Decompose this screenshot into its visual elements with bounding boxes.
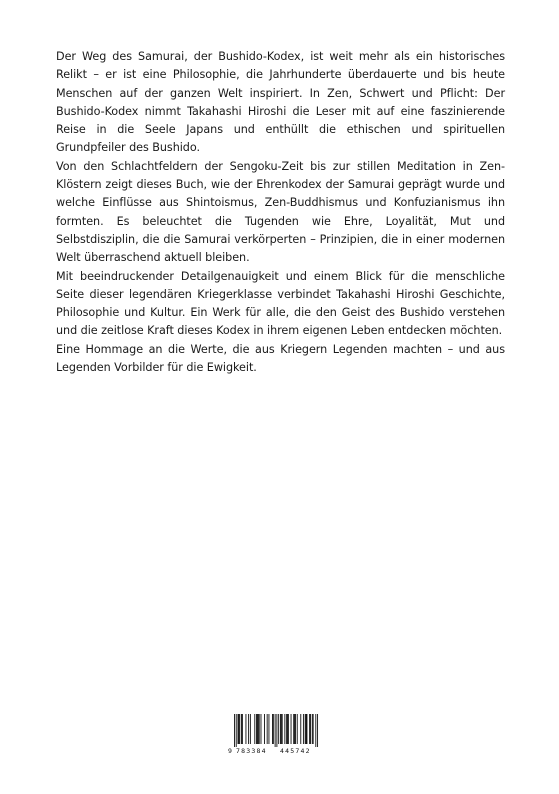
barcode-bar xyxy=(291,714,292,744)
blurb-paragraph-2: Von den Schlachtfeldern der Sengoku-Zeit bis zur stillen Meditation in Zen-Klöstern zeigt dieses Buch, wie der Ehrenkodex der Samurai geprägt wurde und welche Einflüsse aus Shintoismus, Zen-Buddhismus und Konfuzianismus ihn formten. Es beleuchtet die Tugenden wie Ehre, Loyalität, Mut und Selbstdisziplin, die die Samurai verkörperten – Prinzipien, die in einer modernen Welt überraschend aktuell bleiben. xyxy=(56,159,505,265)
barcode-right-group: 445742 xyxy=(280,747,311,755)
barcode-bars xyxy=(228,714,320,747)
barcode-bar xyxy=(267,714,268,744)
barcode-left-group: 783384 xyxy=(236,747,267,755)
blurb-paragraph-3: Mit beeindruckender Detailgenauigkeit und einem Blick für die menschliche Seite dieser legendären Kriegerklasse verbindet Takahashi Hiroshi Geschichte, Philosophie und Kultur. Ein Werk für alle, die den Geist des Bushido verstehen und die zeitlose Kraft dieses Kodex in ihrem eigenen Leben entdecken möchten. xyxy=(56,269,505,338)
barcode-bar xyxy=(317,714,318,747)
blurb-text xyxy=(56,48,505,377)
barcode-bar xyxy=(282,714,283,744)
barcode-bar xyxy=(234,714,235,747)
barcode-bar xyxy=(293,714,294,744)
barcode-bar xyxy=(280,714,281,744)
barcode-bar xyxy=(303,714,304,744)
barcode-bar xyxy=(264,714,265,744)
barcode-bar xyxy=(238,714,239,744)
blurb-paragraph-4: Eine Hommage an die Werte, die aus Kriegern Legenden machten – und aus Legenden Vorbilder für die Ewigkeit. xyxy=(56,342,505,375)
barcode-bar xyxy=(305,714,306,744)
barcode-digits xyxy=(228,747,320,755)
isbn-barcode xyxy=(228,714,320,754)
barcode-bar xyxy=(257,714,258,744)
barcode-bar xyxy=(312,714,313,744)
barcode-bar xyxy=(288,714,289,744)
barcode-bar xyxy=(295,714,296,744)
barcode-bar xyxy=(241,714,242,744)
barcode-bar xyxy=(276,714,277,747)
barcode-bar xyxy=(300,714,301,744)
barcode-bar xyxy=(313,714,314,744)
barcode-bar xyxy=(281,714,282,744)
barcode-bar xyxy=(297,714,298,744)
barcode-bar xyxy=(294,714,295,744)
barcode-bar xyxy=(309,714,310,744)
barcode-bar xyxy=(268,714,269,744)
barcode-bar xyxy=(250,714,251,744)
barcode-bar xyxy=(306,714,307,744)
blurb-paragraph-1: Der Weg des Samurai, der Bushido-Kodex, ist weit mehr als ein historisches Relikt – er ist eine Philosophie, die Jahrhunderte überdauerte und bis heute Menschen auf der ganzen Welt inspiriert. In Zen, Schwert und Pflicht: Der Bushido-Kodex nimmt Takahashi Hiroshi die Leser mit auf eine faszinierende Reise in die Seele Japans und enthüllt die ethischen und spirituellen Grundpfeiler des Bushido. xyxy=(56,50,505,155)
barcode-bar xyxy=(315,714,316,747)
barcode-bar xyxy=(287,714,288,744)
barcode-bar xyxy=(242,714,243,744)
barcode-bar xyxy=(275,714,276,747)
barcode-first-digit: 9 xyxy=(228,747,232,755)
barcode-bar xyxy=(272,714,273,744)
barcode-bar xyxy=(238,714,239,744)
barcode-bar xyxy=(258,714,259,744)
barcode-bar xyxy=(248,714,249,744)
barcode-bar xyxy=(259,714,260,744)
barcode-bar xyxy=(273,714,274,744)
barcode-bar xyxy=(245,714,246,744)
barcode-bar xyxy=(254,714,255,744)
barcode-bar xyxy=(310,714,311,744)
barcode-bar xyxy=(261,714,262,744)
barcode-bar xyxy=(256,714,257,744)
barcode-bar xyxy=(236,714,237,747)
barcode-bar xyxy=(284,714,285,744)
barcode-bar xyxy=(307,714,308,744)
barcode-bar xyxy=(278,714,279,744)
barcode-bar xyxy=(239,714,240,744)
barcode-bar xyxy=(286,714,287,744)
